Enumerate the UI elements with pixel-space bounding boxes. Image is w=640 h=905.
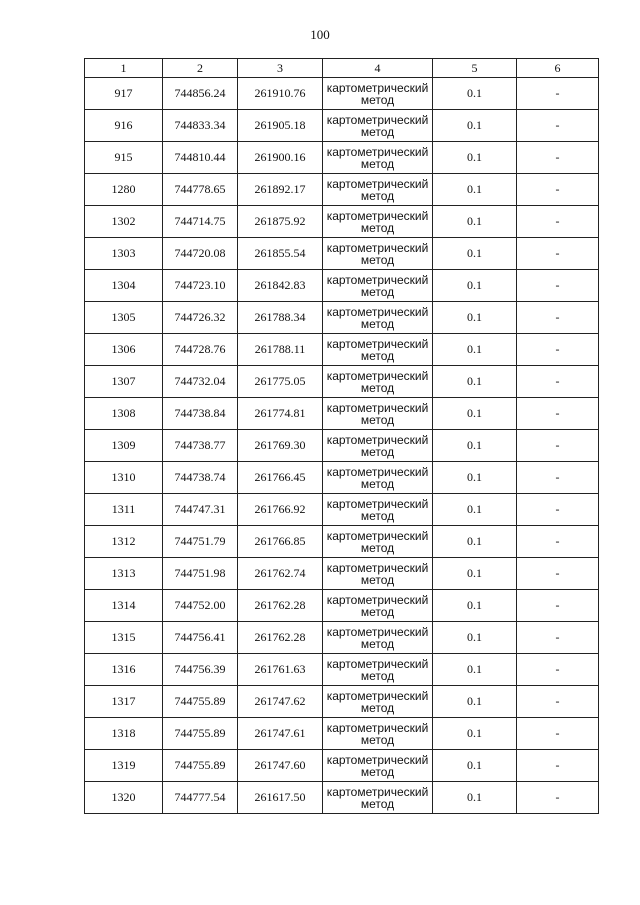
- method-cell: [323, 238, 433, 270]
- point-id-cell: 1304: [85, 270, 163, 302]
- table-row: [85, 142, 599, 174]
- method-line-1: картометрический: [326, 688, 429, 703]
- x-coordinate-cell: 744738.77: [163, 430, 238, 462]
- point-id-cell: 1302: [85, 206, 163, 238]
- method-line-2: метод: [360, 476, 395, 491]
- accuracy-cell: 0.1: [433, 110, 517, 142]
- note-cell: -: [517, 686, 599, 718]
- method-line-2: метод: [360, 604, 395, 619]
- accuracy-cell: 0.1: [433, 622, 517, 654]
- method-line-2: метод: [360, 700, 395, 715]
- table-row: [85, 174, 599, 206]
- method-line-1: картометрический: [326, 208, 429, 223]
- y-coordinate-cell: 261747.61: [238, 718, 323, 750]
- y-coordinate-cell: 261747.62: [238, 686, 323, 718]
- note-cell: -: [517, 782, 599, 814]
- coordinates-table: [84, 58, 599, 814]
- note-cell: -: [517, 206, 599, 238]
- note-cell: -: [517, 238, 599, 270]
- note-cell: -: [517, 398, 599, 430]
- x-coordinate-cell: 744720.08: [163, 238, 238, 270]
- method-cell: [323, 270, 433, 302]
- method-line-1: картометрический: [326, 752, 429, 767]
- method-line-1: картометрический: [326, 528, 429, 543]
- method-cell: [323, 78, 433, 110]
- y-coordinate-cell: 261905.18: [238, 110, 323, 142]
- y-coordinate-cell: 261855.54: [238, 238, 323, 270]
- column-header-6: 6: [517, 59, 599, 78]
- note-cell: -: [517, 750, 599, 782]
- y-coordinate-cell: 261875.92: [238, 206, 323, 238]
- y-coordinate-cell: 261747.60: [238, 750, 323, 782]
- column-header-1: 1: [85, 59, 163, 78]
- table-row: [85, 686, 599, 718]
- x-coordinate-cell: 744738.84: [163, 398, 238, 430]
- method-line-1: картометрический: [326, 176, 429, 191]
- method-line-2: метод: [360, 572, 395, 587]
- point-id-cell: 1319: [85, 750, 163, 782]
- method-line-1: картометрический: [326, 464, 429, 479]
- point-id-cell: 1320: [85, 782, 163, 814]
- accuracy-cell: 0.1: [433, 686, 517, 718]
- table-row: [85, 302, 599, 334]
- point-id-cell: 1309: [85, 430, 163, 462]
- accuracy-cell: 0.1: [433, 334, 517, 366]
- method-cell: [323, 462, 433, 494]
- method-line-2: метод: [360, 412, 395, 427]
- method-line-2: метод: [360, 668, 395, 683]
- accuracy-cell: 0.1: [433, 302, 517, 334]
- table-row: [85, 334, 599, 366]
- x-coordinate-cell: 744732.04: [163, 366, 238, 398]
- method-line-2: метод: [360, 92, 395, 107]
- table-row: [85, 782, 599, 814]
- method-line-2: метод: [360, 444, 395, 459]
- method-cell: [323, 622, 433, 654]
- note-cell: -: [517, 654, 599, 686]
- method-line-2: метод: [360, 220, 395, 235]
- method-line-2: метод: [360, 796, 395, 811]
- x-coordinate-cell: 744738.74: [163, 462, 238, 494]
- accuracy-cell: 0.1: [433, 590, 517, 622]
- column-header-5: 5: [433, 59, 517, 78]
- point-id-cell: 1316: [85, 654, 163, 686]
- method-line-1: картометрический: [326, 112, 429, 127]
- note-cell: -: [517, 622, 599, 654]
- note-cell: -: [517, 558, 599, 590]
- column-header-4: 4: [323, 59, 433, 78]
- table-body: [85, 78, 599, 814]
- table-row: [85, 622, 599, 654]
- y-coordinate-cell: 261766.45: [238, 462, 323, 494]
- note-cell: -: [517, 110, 599, 142]
- method-line-1: картометрический: [326, 624, 429, 639]
- table-row: [85, 110, 599, 142]
- method-line-1: картометрический: [326, 304, 429, 319]
- point-id-cell: 1310: [85, 462, 163, 494]
- note-cell: -: [517, 462, 599, 494]
- x-coordinate-cell: 744810.44: [163, 142, 238, 174]
- y-coordinate-cell: 261617.50: [238, 782, 323, 814]
- column-header-2: 2: [163, 59, 238, 78]
- accuracy-cell: 0.1: [433, 718, 517, 750]
- accuracy-cell: 0.1: [433, 174, 517, 206]
- method-line-1: картометрический: [326, 656, 429, 671]
- method-line-1: картометрический: [326, 720, 429, 735]
- y-coordinate-cell: 261788.34: [238, 302, 323, 334]
- point-id-cell: 916: [85, 110, 163, 142]
- table-row: [85, 750, 599, 782]
- x-coordinate-cell: 744751.98: [163, 558, 238, 590]
- method-line-2: метод: [360, 508, 395, 523]
- method-line-1: картометрический: [326, 240, 429, 255]
- point-id-cell: 1311: [85, 494, 163, 526]
- y-coordinate-cell: 261766.92: [238, 494, 323, 526]
- note-cell: -: [517, 302, 599, 334]
- y-coordinate-cell: 261761.63: [238, 654, 323, 686]
- point-id-cell: 917: [85, 78, 163, 110]
- point-id-cell: 1305: [85, 302, 163, 334]
- accuracy-cell: 0.1: [433, 238, 517, 270]
- accuracy-cell: 0.1: [433, 750, 517, 782]
- table-row: [85, 590, 599, 622]
- accuracy-cell: 0.1: [433, 558, 517, 590]
- method-line-1: картометрический: [326, 592, 429, 607]
- method-line-2: метод: [360, 284, 395, 299]
- y-coordinate-cell: 261762.74: [238, 558, 323, 590]
- method-cell: [323, 526, 433, 558]
- method-cell: [323, 302, 433, 334]
- method-line-1: картометрический: [326, 368, 429, 383]
- accuracy-cell: 0.1: [433, 782, 517, 814]
- method-line-2: метод: [360, 156, 395, 171]
- note-cell: -: [517, 590, 599, 622]
- note-cell: -: [517, 174, 599, 206]
- x-coordinate-cell: 744726.32: [163, 302, 238, 334]
- method-line-2: метод: [360, 540, 395, 555]
- x-coordinate-cell: 744833.34: [163, 110, 238, 142]
- accuracy-cell: 0.1: [433, 78, 517, 110]
- accuracy-cell: 0.1: [433, 206, 517, 238]
- method-cell: [323, 206, 433, 238]
- table-row: [85, 270, 599, 302]
- accuracy-cell: 0.1: [433, 366, 517, 398]
- y-coordinate-cell: 261788.11: [238, 334, 323, 366]
- table-row: [85, 558, 599, 590]
- note-cell: -: [517, 366, 599, 398]
- accuracy-cell: 0.1: [433, 462, 517, 494]
- method-cell: [323, 430, 433, 462]
- table-row: [85, 654, 599, 686]
- note-cell: -: [517, 718, 599, 750]
- method-line-2: метод: [360, 316, 395, 331]
- note-cell: -: [517, 142, 599, 174]
- note-cell: -: [517, 334, 599, 366]
- method-line-1: картометрический: [326, 560, 429, 575]
- method-line-2: метод: [360, 764, 395, 779]
- method-line-1: картометрический: [326, 400, 429, 415]
- y-coordinate-cell: 261892.17: [238, 174, 323, 206]
- table-row: [85, 238, 599, 270]
- x-coordinate-cell: 744747.31: [163, 494, 238, 526]
- accuracy-cell: 0.1: [433, 526, 517, 558]
- point-id-cell: 1306: [85, 334, 163, 366]
- point-id-cell: 1308: [85, 398, 163, 430]
- method-cell: [323, 718, 433, 750]
- x-coordinate-cell: 744752.00: [163, 590, 238, 622]
- x-coordinate-cell: 744856.24: [163, 78, 238, 110]
- x-coordinate-cell: 744756.39: [163, 654, 238, 686]
- x-coordinate-cell: 744778.65: [163, 174, 238, 206]
- point-id-cell: 1313: [85, 558, 163, 590]
- column-header-3: 3: [238, 59, 323, 78]
- table-row: [85, 366, 599, 398]
- point-id-cell: 1280: [85, 174, 163, 206]
- x-coordinate-cell: 744777.54: [163, 782, 238, 814]
- note-cell: -: [517, 270, 599, 302]
- page-number: 100: [310, 27, 330, 42]
- method-cell: [323, 494, 433, 526]
- x-coordinate-cell: 744755.89: [163, 686, 238, 718]
- point-id-cell: 915: [85, 142, 163, 174]
- method-line-2: метод: [360, 380, 395, 395]
- method-cell: [323, 366, 433, 398]
- method-cell: [323, 590, 433, 622]
- method-cell: [323, 110, 433, 142]
- accuracy-cell: 0.1: [433, 270, 517, 302]
- method-cell: [323, 334, 433, 366]
- y-coordinate-cell: 261775.05: [238, 366, 323, 398]
- table-row: [85, 206, 599, 238]
- point-id-cell: 1312: [85, 526, 163, 558]
- point-id-cell: 1307: [85, 366, 163, 398]
- method-line-1: картометрический: [326, 336, 429, 351]
- x-coordinate-cell: 744755.89: [163, 718, 238, 750]
- point-id-cell: 1303: [85, 238, 163, 270]
- x-coordinate-cell: 744714.75: [163, 206, 238, 238]
- method-cell: [323, 398, 433, 430]
- point-id-cell: 1317: [85, 686, 163, 718]
- method-line-1: картометрический: [326, 272, 429, 287]
- method-cell: [323, 142, 433, 174]
- accuracy-cell: 0.1: [433, 142, 517, 174]
- x-coordinate-cell: 744751.79: [163, 526, 238, 558]
- y-coordinate-cell: 261910.76: [238, 78, 323, 110]
- note-cell: -: [517, 78, 599, 110]
- accuracy-cell: 0.1: [433, 430, 517, 462]
- note-cell: -: [517, 430, 599, 462]
- method-cell: [323, 174, 433, 206]
- method-line-1: картометрический: [326, 784, 429, 799]
- point-id-cell: 1315: [85, 622, 163, 654]
- table-row: [85, 526, 599, 558]
- x-coordinate-cell: 744723.10: [163, 270, 238, 302]
- method-cell: [323, 558, 433, 590]
- x-coordinate-cell: 744728.76: [163, 334, 238, 366]
- method-cell: [323, 782, 433, 814]
- point-id-cell: 1314: [85, 590, 163, 622]
- table-row: [85, 718, 599, 750]
- y-coordinate-cell: 261769.30: [238, 430, 323, 462]
- y-coordinate-cell: 261762.28: [238, 590, 323, 622]
- method-line-1: картометрический: [326, 80, 429, 95]
- note-cell: -: [517, 526, 599, 558]
- method-line-2: метод: [360, 188, 395, 203]
- x-coordinate-cell: 744755.89: [163, 750, 238, 782]
- y-coordinate-cell: 261762.28: [238, 622, 323, 654]
- method-cell: [323, 654, 433, 686]
- method-line-1: картометрический: [326, 496, 429, 511]
- x-coordinate-cell: 744756.41: [163, 622, 238, 654]
- table-row: [85, 398, 599, 430]
- table-row: [85, 494, 599, 526]
- method-line-2: метод: [360, 124, 395, 139]
- accuracy-cell: 0.1: [433, 398, 517, 430]
- y-coordinate-cell: 261900.16: [238, 142, 323, 174]
- accuracy-cell: 0.1: [433, 494, 517, 526]
- table-row: [85, 430, 599, 462]
- method-line-1: картометрический: [326, 144, 429, 159]
- method-line-2: метод: [360, 732, 395, 747]
- method-line-2: метод: [360, 252, 395, 267]
- method-cell: [323, 686, 433, 718]
- point-id-cell: 1318: [85, 718, 163, 750]
- method-line-2: метод: [360, 636, 395, 651]
- accuracy-cell: 0.1: [433, 654, 517, 686]
- note-cell: -: [517, 494, 599, 526]
- method-line-1: картометрический: [326, 432, 429, 447]
- y-coordinate-cell: 261774.81: [238, 398, 323, 430]
- y-coordinate-cell: 261842.83: [238, 270, 323, 302]
- y-coordinate-cell: 261766.85: [238, 526, 323, 558]
- method-cell: [323, 750, 433, 782]
- method-line-2: метод: [360, 348, 395, 363]
- table-row: [85, 462, 599, 494]
- table-row: [85, 78, 599, 110]
- table-header-row: [85, 59, 599, 78]
